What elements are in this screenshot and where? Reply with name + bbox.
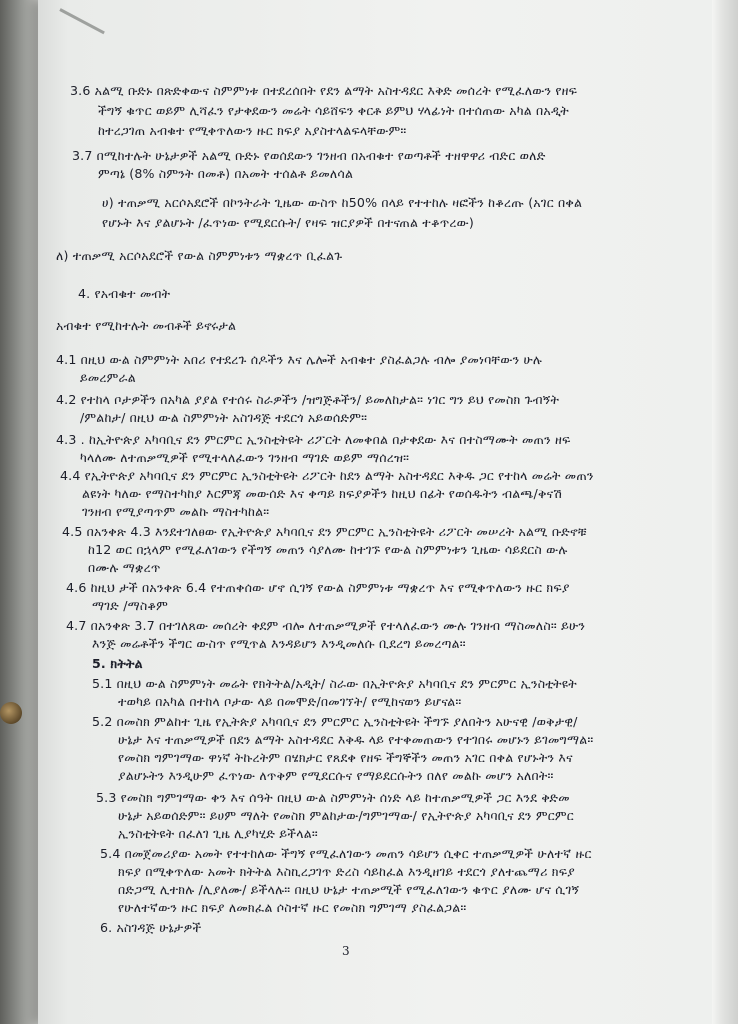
text-line: ልዩነት ካለው የማስተካከያ እርምጃ መውሰድ እና ቀጣይ ክፍያዎችን ከዚህ በፊት የወሰዱትን ብልጫ/ቅናሽ <box>82 486 563 501</box>
text-line: 3.6 አልሚ ቡድኑ በጽድቀውና ስምምነቱ በተደረሰበት የደን ልማት አስተዳደር እቅድ መሰረት የሚፈለውን የዘፍ <box>70 83 578 98</box>
text-line: እንጅ መሬቶችን ችግር ውስጥ የሚጥል እንዳይሆን እንዲመለሱ ቢደረግ ይመረጣል። <box>92 636 466 651</box>
page-number: 3 <box>342 944 350 958</box>
text-line: ካላለሙ ለተጠቃሚዎች የሚተላለፈውን ገንዘብ ማገድ ወይም ማሰረዝ። <box>80 450 410 465</box>
text-line: ችግኝ ቁጥር ወይም ሊሻፈን የታቀደውን መሬት ሳይሸፍን ቀርቶ ይምህ ሃላፊነት በተሰጠው አካል በአዲት <box>98 103 569 118</box>
text-line: ሁኔታ እና ተጠቃሚዎች በደን ልማት አስተዳደር እቅዱ ላይ የተቀመጠውን የተገበሩ መሆኑን ይገመግማል። <box>118 732 594 747</box>
text-line: የሆኑት እና ያልሆኑት /ፈጥነው የሚደርሱት/ የዛፍ ዝርያዎች በተናጠል ተቆጥረው) <box>102 215 474 230</box>
text-line: 3.7 በሚከተሉት ሁኔታዎች አልሚ ቡድኑ የወሰደውን ገንዘብ በአብቁተ የወጣቶች ተዘዋዋሪ ብድር ወለድ <box>72 148 546 163</box>
text-line: ከተረጋገጠ አብቁተ የሚቀጥለውን ዙር ክፍያ አያስተላልፍላቸውም። <box>98 123 407 138</box>
text-line: 5.3 የመስክ ግምገማው ቀን እና ሰዓት በዚህ ውል ስምምነት ሰነድ ላይ ከተጠቃሚዎች ጋር እንደ ቅድመ <box>96 790 570 805</box>
text-line: 5.1 በዚህ ውል ስምምነት መሬት የክትትል/አዲት/ ስራው በኢትዮጵያ አካባቢና ደን ምርምር ኢንስቲትዩት <box>92 676 577 691</box>
text-line: ኢንስቲትዩት በፈለገ ጊዜ ሊያካሂድ ይችላል። <box>118 826 318 841</box>
text-line: 4.4 የኢትዮጵያ አካባቢና ደን ምርምር ኢንስቲትዩት ሪፖርት ከደን ልማት አስተዳደር እቅዱ ጋር የተከላ መሬት መጠን <box>60 468 594 483</box>
text-line: ሀ) ተጠቃሚ አርሶአደሮች በኮንትራት ጊዜው ውስጥ ከ50% በላይ የተተከሉ ዛፎችን ከቆረጡ (አገር በቀል <box>102 195 583 210</box>
text-line: ገንዘብ የሚያጣጥም መልኩ ማስተካከል። <box>82 504 270 519</box>
text-line: /ምልከታ/ በዚህ ውል ስምምነት አስገዳጅ ተደርጎ አይወሰድም። <box>80 410 368 425</box>
text-line: 5.4 በመጀመሪያው አመት የተተከለው ችግኝ የሚፈለገውን መጠን ሳይሆን ሲቀር ተጠቃሚዎች ሁለተኛ ዙር <box>100 846 592 861</box>
text-line: ሁኔታ አይወሰድም። ይሀም ማለት የመስክ ምልከታው/ግምገማው/ የኢትዮጵያ አካባቢና ደን ምርምር <box>118 808 574 823</box>
text-line: 4.5 በአንቀጽ 4.3 እንደተገለፀው የኢትዮጵያ አካባቢና ደን ምርምር ኢንስቲትዩት ሪፖርት መሠረት አልሚ ቡድኖቹ <box>62 524 587 539</box>
text-line: ይመረምራል <box>80 370 136 385</box>
text-line: ምጣኔ (8% ስምንት በመቶ) በአመት ተሰልቶ ይመለሳል <box>98 166 354 181</box>
text-line: ክፍያ በሚቀጥለው አመት ክትትል እስኪረጋገጥ ድረስ ሳይከፈል እንዲዘገይ ተደርጎ ያለተጨማሪ ክፍያ <box>118 864 575 879</box>
text-line: ማገድ /ማስቆም <box>92 598 169 613</box>
text-line: 4.3 . ከኢትዮጵያ አካባቢና ደን ምርምር ኢንስቲትዩት ሪፖርት ለመቀበል በታቀደው እና በተስማሙት መጠን ዘፍ <box>56 432 571 447</box>
section-heading: 4. የአብቁተ መብት <box>78 286 171 301</box>
text-line: የሁለተኛውን ዙር ክፍያ ለመክፈል ሶስተኛ ዙር የመስክ ግምገማ ያስፈልጋል። <box>118 900 467 915</box>
text-line: አብቁተ የሚከተሉት መብቶች ይኖሩታል <box>56 318 237 333</box>
section-heading: 6. አስገዳጅ ሁኔታዎች <box>100 920 202 935</box>
text-line: የመስክ ግምገማው ዋነኛ ትኩረትም በሄክታር የጸደቀ የዘፍ ችግኞችን መጠን አገር በቀል የሆኑትን እና <box>118 750 573 765</box>
text-line: 5.2 በመስክ ምልከተ ጊዜ የኢትጵያ አካባቢና ደን ምርምር ኢንስቲትዩት ችግኙ ያለበትን አሁናዊ /ወቅታዊ/ <box>92 714 578 729</box>
text-line: 4.2 የተከላ ቦታዎችን በአካል ያያል የተሰሩ ስራዎችን /ዝግጅቶችን/ ይመለከታል። ነገር ግን ይህ የመስክ ጉብኝት <box>56 392 560 407</box>
text-line: ከ12 ወር በኋላም የሚፈለገውን የችግኝ መጠን ሳያለሙ ከተገኙ የውል ስምምነቱን ጊዜው ሳይደርስ ውሉ <box>88 542 568 557</box>
text-line: 4.1 በዚህ ውል ስምምነት አበሪ የተደረጉ ሰዶችን እና ሌሎች አብቁተ ያስፈልጋሉ ብሎ ያመነባቸውን ሁሉ <box>56 352 543 367</box>
text-line: በሙሉ ማቋረጥ <box>88 560 161 575</box>
text-line: 4.7 በአንቀጽ 3.7 በተገለጸው መሰረት ቀደም ብሎ ለተጠቃሚዎች የተላለፈውን ሙሉ ገንዘብ ማስመለስ። ይሁን <box>66 618 586 633</box>
text-line: ለ) ተጠቃሚ አርሶአደሮች የውል ስምምነቱን ማቋረጥ ቢፈልጉ <box>56 248 343 263</box>
text-line: 4.6 ከዚህ ታች በአንቀጽ 6.4 የተጠቀሰው ሆኖ ሲገኝ የውል ስምምነቱ ማቋረጥ እና የሚቀጥለውን ዙር ክፍያ <box>66 580 570 595</box>
text-line: በድጋሚ ሊተክሉ /ሊያለሙ/ ይችላሉ። በዚህ ሁኔታ ተጠቃሚች የሚፈለገውን ቁጥር ያለሙ ሆና ሲገኝ <box>118 882 580 897</box>
section-heading: 5. ክትትል <box>92 656 143 671</box>
text-line: ተወካይ በአካል በተከላ ቦታው ላይ በመሞድ/በመገኘት/ የሚከናወን ይሆናል። <box>118 694 462 709</box>
text-line: ያልሆኑትን እንዲሁም ፈጥነው ለጥቅም የሚደርሱና የማይደርሱትን በለየ መልኩ መሆን አለበት። <box>118 768 554 783</box>
